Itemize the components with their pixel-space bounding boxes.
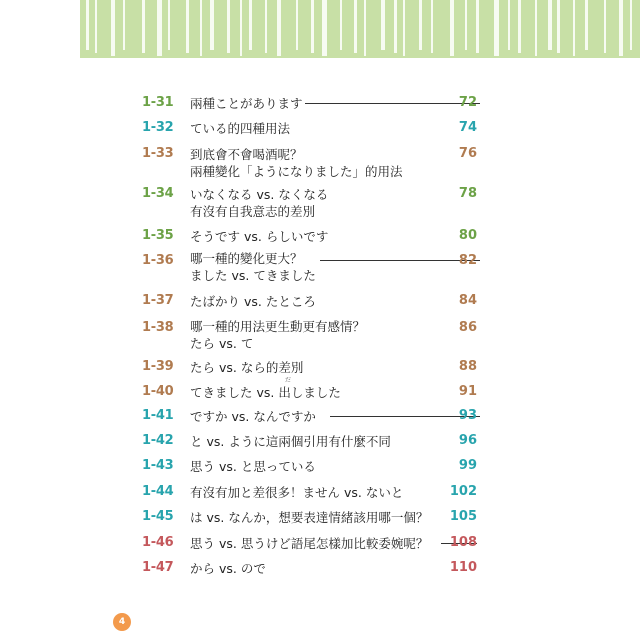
entry-number: 1-34 [142, 186, 174, 201]
entry-title: と vs. ように這兩個引用有什麼不同 [190, 434, 391, 449]
entry-number: 1-33 [142, 146, 174, 161]
entry-page: 110 [449, 560, 477, 575]
page-number-badge: 4 [113, 613, 131, 631]
entry-number: 1-44 [142, 484, 174, 499]
entry-number: 1-35 [142, 228, 174, 243]
entry-title: そうです vs. らしいです [190, 229, 329, 244]
entry-title-line-1: 到底會不會喝酒呢？ [190, 147, 303, 162]
entry-title-line-2: 有沒有自我意志的差別 [190, 204, 316, 219]
entry-page: 78 [458, 186, 477, 201]
entry-title: 思う vs. と思っている [190, 459, 316, 474]
entry-number: 1-46 [142, 535, 174, 550]
entry-page: 99 [458, 458, 477, 473]
entry-page: 96 [458, 433, 477, 448]
entry-title-line-1: いなくなる vs. なくなる [190, 187, 329, 202]
entry-number: 1-43 [142, 458, 174, 473]
entry-title: ている的四種用法 [190, 121, 291, 136]
entry-title: から vs. ので [190, 561, 266, 576]
entry-title-line-2: 兩種變化「ようになりました」的用法 [190, 164, 403, 179]
entry-page: 91 [458, 384, 477, 399]
entry-page: 82 [458, 253, 477, 268]
entry-number: 1-38 [142, 320, 174, 335]
entry-title-line-2: ました vs. てきました [190, 268, 316, 283]
entry-page: 84 [458, 293, 477, 308]
entry-number: 1-37 [142, 293, 174, 308]
entry-title: てきました vs. 出しました [190, 385, 341, 400]
entry-page: 108 [449, 535, 477, 550]
entry-number: 1-31 [142, 95, 174, 110]
entry-number: 1-40 [142, 384, 174, 399]
entry-title-line-1: 哪一種的用法更生動更有感情？ [190, 319, 366, 334]
entry-page: 102 [449, 484, 477, 499]
entry-title: たら vs. なら的差別 [190, 360, 304, 375]
entry-page: 80 [458, 228, 477, 243]
entry-page: 76 [458, 146, 477, 161]
entry-title: たばかり vs. たところ [190, 294, 316, 309]
entry-title: ですか vs. なんですか [190, 409, 316, 424]
entry-page: 74 [458, 120, 477, 135]
entry-number: 1-39 [142, 359, 174, 374]
entry-number: 1-45 [142, 509, 174, 524]
furigana-ruby: だ [285, 377, 292, 384]
entry-number: 1-47 [142, 560, 174, 575]
entry-title-line-1: 哪一種的變化更大？ [190, 251, 303, 266]
entry-page: 93 [458, 408, 477, 423]
entry-number: 1-32 [142, 120, 174, 135]
entry-number: 1-42 [142, 433, 174, 448]
entry-title: は vs. なんか，想要表達情緒該用哪一個？ [190, 510, 429, 525]
entry-title: 兩種ことがあります [190, 96, 303, 111]
entry-number: 1-36 [142, 253, 174, 268]
entry-title-line-2: たら vs. て [190, 336, 254, 351]
entry-number: 1-41 [142, 408, 174, 423]
entry-title: 思う vs. 思うけど語尾怎樣加比較委婉呢？ [190, 536, 429, 551]
entry-page: 88 [458, 359, 477, 374]
entry-page: 86 [458, 320, 477, 335]
entry-page: 72 [458, 95, 477, 110]
entry-title: 有沒有加と差很多！ません vs. ないと [190, 485, 404, 500]
entry-page: 105 [449, 509, 477, 524]
